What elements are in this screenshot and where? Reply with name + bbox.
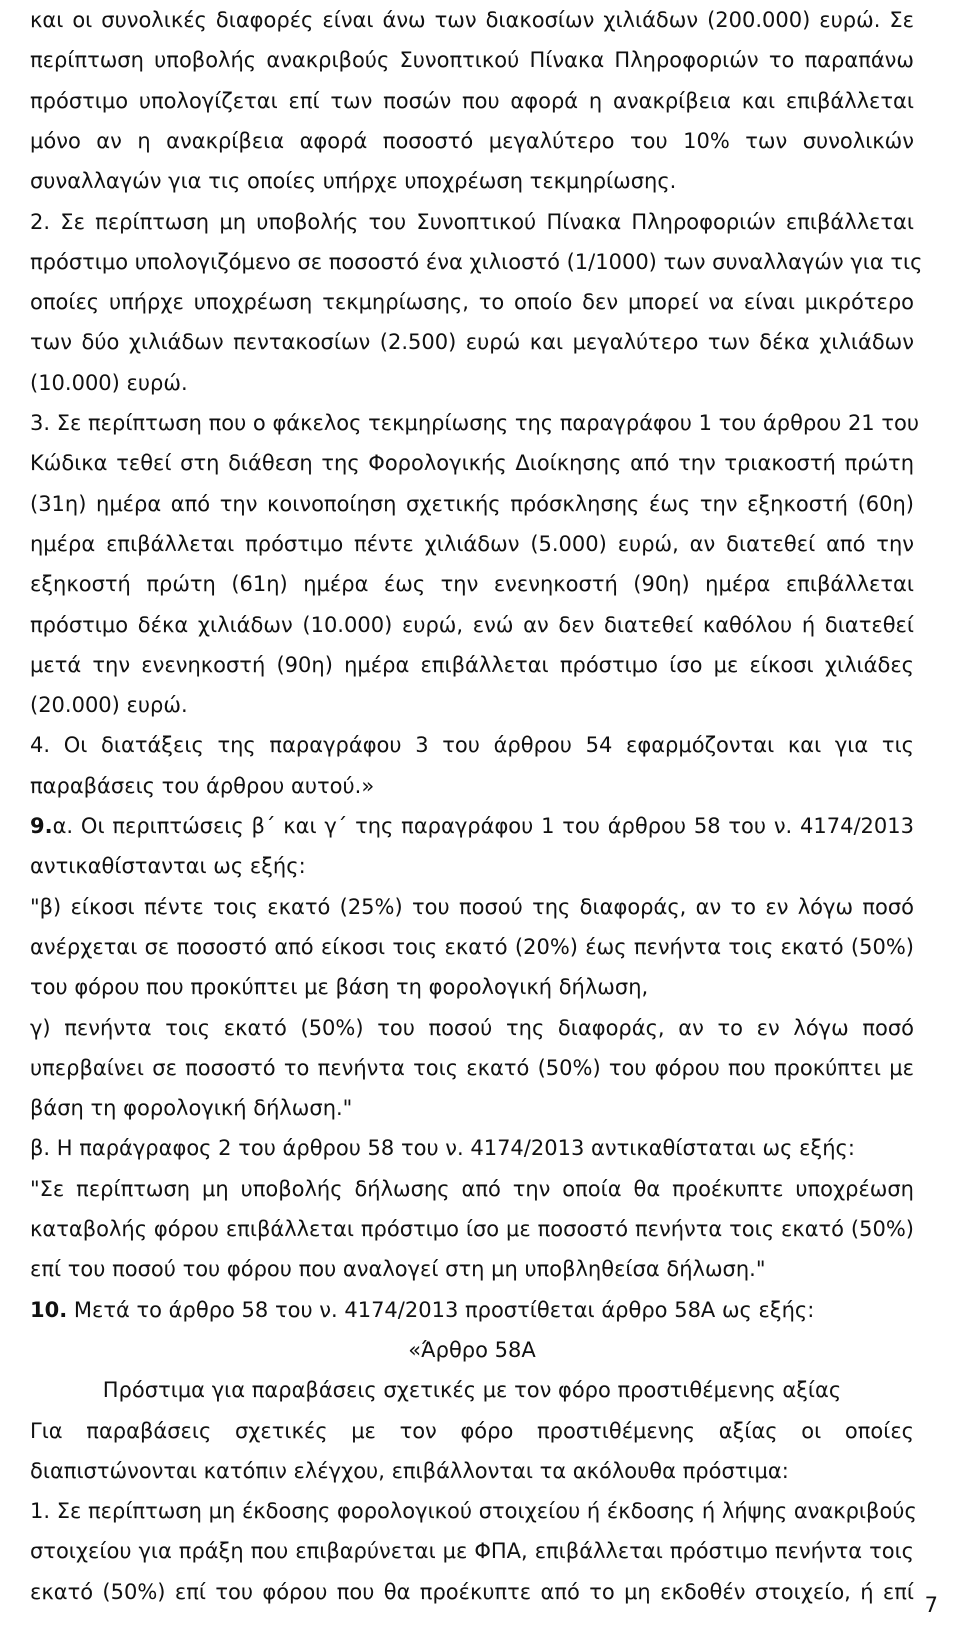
text-line: διαπιστώνονται κατόπιν ελέγχου, επιβάλλονται τα ακόλουθα πρόστιμα:	[30, 1458, 789, 1483]
text-line: (20.000) ευρώ.	[30, 693, 188, 718]
text-line: των δύο χιλιάδων πεντακοσίων (2.500) ευρώ και μεγαλύτερο των δέκα χιλιάδων	[30, 330, 914, 355]
text-line: Για παραβάσεις σχετικές με τον φόρο προστιθέμενης αξίας οι οποίες	[30, 1418, 914, 1443]
text-line: μόνο αν η ανακρίβεια αφορά ποσοστό μεγαλύτερο του 10% των συνολικών	[30, 128, 914, 153]
text-line-content: α. Οι περιπτώσεις β΄ και γ΄ της παραγράφου 1 του άρθρου 58 του ν. 4174/2013	[52, 814, 914, 838]
text-line: "Σε περίπτωση μη υποβολής δήλωσης από την οποία θα προέκυπτε υποχρέωση	[30, 1176, 914, 1201]
paragraph-number: 10.	[30, 1297, 68, 1322]
text-line: (31η) ημέρα από την κοινοποίηση σχετικής πρόσκλησης έως την εξηκοστή (60η)	[30, 491, 914, 516]
text-line: και οι συνολικές διαφορές είναι άνω των διακοσίων χιλιάδων (200.000) ευρώ. Σε	[30, 8, 914, 32]
text-line: γ) πενήντα τοις εκατό (50%) του ποσού της διαφοράς, αν το εν λόγω ποσό	[30, 1015, 914, 1040]
text-line: πρόστιμο υπολογίζεται επί των ποσών που αφορά η ανακρίβεια και επιβάλλεται	[30, 88, 914, 113]
text-line: εξηκοστή πρώτη (61η) ημέρα έως την ενενηκοστή (90η) ημέρα επιβάλλεται	[30, 572, 914, 597]
text-line: «Άρθρο 58Α	[408, 1337, 536, 1362]
text-line: συναλλαγών για τις οποίες υπήρχε υποχρέωση τεκμηρίωσης.	[30, 169, 677, 194]
text-line: εκατό (50%) επί του φόρου που θα προέκυπτε από το μη εκδοθέν στοιχείο, ή επί	[30, 1579, 914, 1604]
text-line: πρόστιμο υπολογιζόμενο σε ποσοστό ένα χιλιοστό (1/1000) των συναλλαγών για τις	[30, 249, 923, 274]
text-line	[30, 1290, 914, 1330]
text-line-content: Μετά το άρθρο 58 του ν. 4174/2013 προστίθεται άρθρο 58Α ως εξής:	[67, 1297, 815, 1322]
text-line: περίπτωση υποβολής ανακριβούς Συνοπτικού Πίνακα Πληροφοριών το παραπάνω	[30, 48, 914, 73]
text-line: 1. Σε περίπτωση μη έκδοσης φορολογικού στοιχείου ή έκδοσης ή λήψης ανακριβούς	[30, 1499, 917, 1524]
text-line: επί του ποσού του φόρου που αναλογεί στη μη υποβληθείσα δήλωση."	[30, 1257, 766, 1282]
text-line: 2. Σε περίπτωση μη υποβολής του Συνοπτικού Πίνακα Πληροφοριών επιβάλλεται	[30, 209, 914, 234]
text-line: ανέρχεται σε ποσοστό από είκοσι τοις εκατό (20%) έως πενήντα τοις εκατό (50%)	[30, 934, 914, 959]
text-line: παραβάσεις του άρθρου αυτού.»	[30, 773, 375, 798]
text-line: 3. Σε περίπτωση που ο φάκελος τεκμηρίωσης της παραγράφου 1 του άρθρου 21 του	[30, 411, 919, 435]
text-line: βάση τη φορολογική δήλωση."	[30, 1096, 353, 1121]
text-line: πρόστιμο δέκα χιλιάδων (10.000) ευρώ, ενώ αν δεν διατεθεί καθόλου ή διατεθεί	[30, 612, 914, 637]
text-line: υπερβαίνει σε ποσοστό το πενήντα τοις εκατό (50%) του φόρου που προκύπτει με	[30, 1055, 914, 1080]
text-line: β. Η παράγραφος 2 του άρθρου 58 του ν. 4174/2013 αντικαθίσταται ως εξής:	[30, 1136, 855, 1161]
text-line	[30, 806, 914, 846]
text-line: καταβολής φόρου επιβάλλεται πρόστιμο ίσο με ποσοστό πενήντα τοις εκατό (50%)	[30, 1217, 914, 1241]
text-line: 4. Οι διατάξεις της παραγράφου 3 του άρθρου 54 εφαρμόζονται και για τις	[30, 733, 914, 758]
text-line: του φόρου που προκύπτει με βάση τη φορολογική δήλωση,	[30, 975, 649, 1000]
text-line: Πρόστιμα για παραβάσεις σχετικές με τον φόρο προστιθέμενης αξίας	[102, 1378, 842, 1403]
text-line: στοιχείου για πράξη που επιβαρύνεται με ΦΠΑ, επιβάλλεται πρόστιμο πενήντα τοις	[30, 1539, 914, 1564]
text-line: αντικαθίστανται ως εξής:	[30, 854, 306, 879]
text-line: οποίες υπήρχε υποχρέωση τεκμηρίωσης, το οποίο δεν μπορεί να είναι μικρότερο	[30, 290, 914, 315]
paragraph-number: 9.	[30, 814, 53, 838]
text-line: ημέρα επιβάλλεται πρόστιμο πέντε χιλιάδων (5.000) ευρώ, αν διατεθεί από την	[30, 531, 914, 556]
text-line: Κώδικα τεθεί στη διάθεση της Φορολογικής Διοίκησης από την τριακοστή πρώτη	[30, 451, 914, 476]
text-line: μετά την ενενηκοστή (90η) ημέρα επιβάλλεται πρόστιμο ίσο με είκοσι χιλιάδες	[30, 652, 914, 677]
text-line: (10.000) ευρώ.	[30, 370, 188, 395]
text-line: "β) είκοσι πέντε τοις εκατό (25%) του ποσού της διαφοράς, αν το εν λόγω ποσό	[30, 894, 914, 919]
page-number: 7	[924, 1593, 938, 1617]
